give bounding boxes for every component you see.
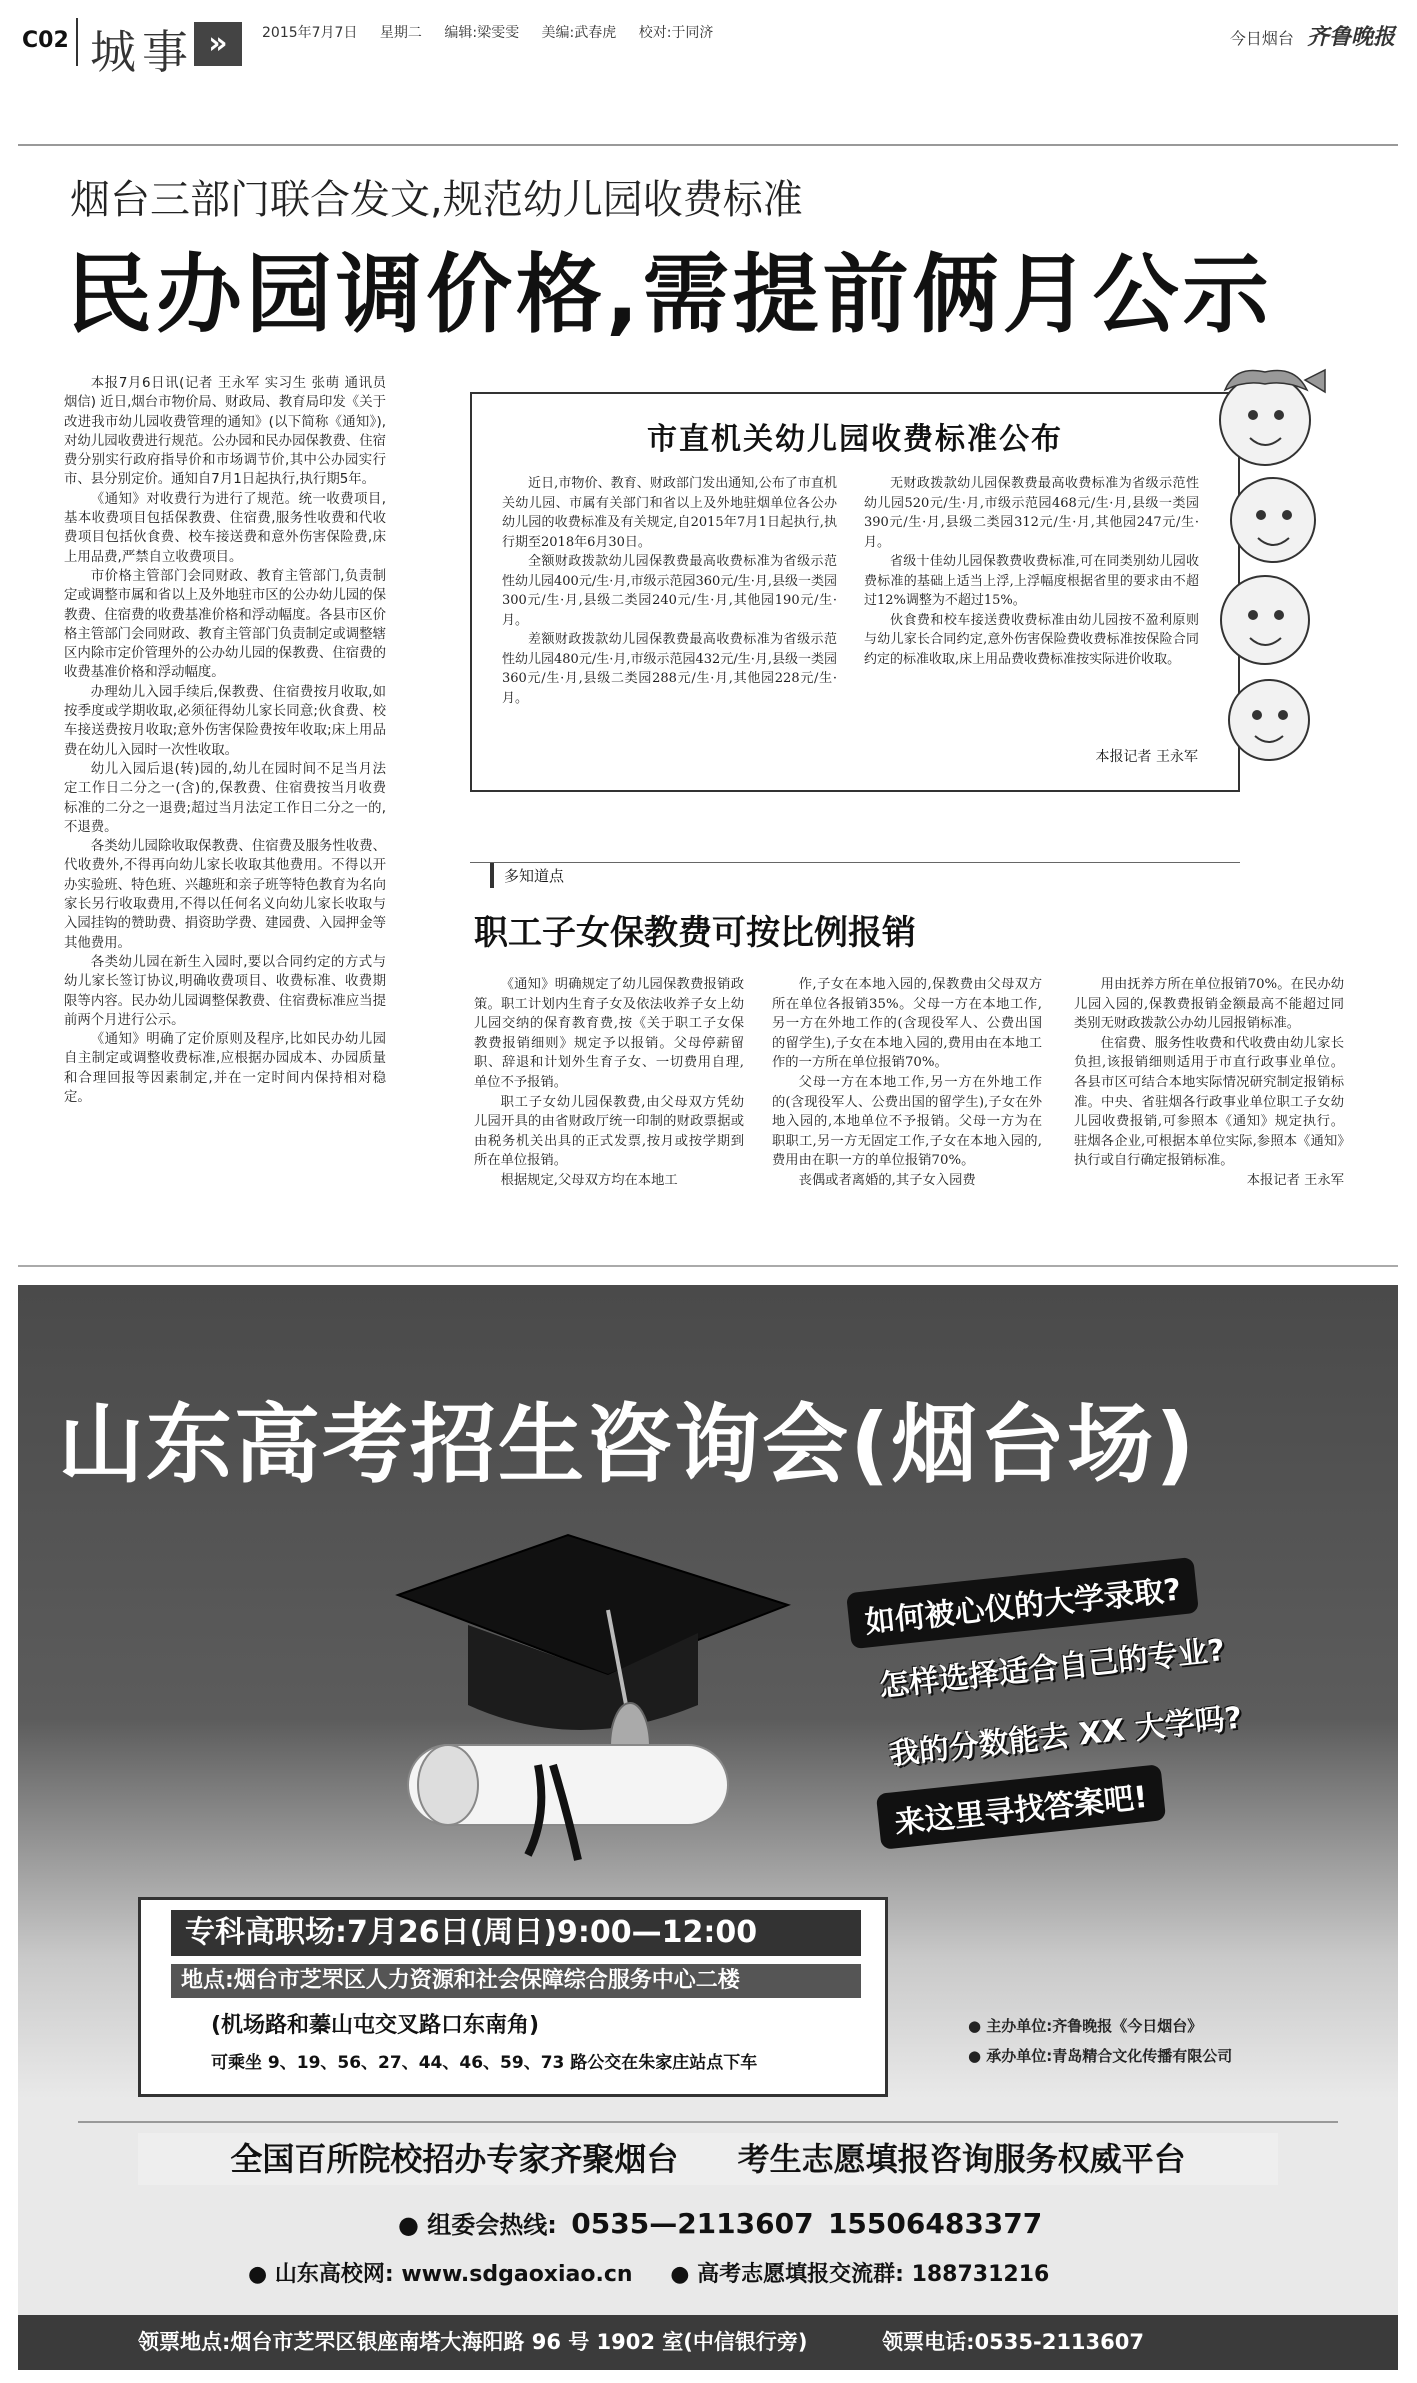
section-arrow-icon: » (194, 22, 242, 66)
sidebar-paragraph: 《通知》明确规定了幼儿园保教费报销政策。职工计划内生育子女及依法收养子女上幼儿园交纳的保育教育费,按《关于职工子女保教费报销细则》规定予以报销。父母停薪留职、辞退和计划外生育子女、一切费用自理,单位不予报销。 (474, 977, 744, 1090)
box-byline: 本报记者 王永军 (1095, 749, 1198, 765)
ad-rule (78, 2121, 1338, 2123)
box-column-2 (864, 474, 1199, 669)
website-url: www.sdgaoxiao.cn (401, 2262, 633, 2287)
header-rule (18, 144, 1398, 146)
hotline-number-2: 15506483377 (827, 2207, 1043, 2240)
event-address: (机场路和蓁山屯交叉路口东南角) (211, 2013, 540, 2038)
ad-question: 怎样选择适合自己的专业? (877, 1632, 1227, 1705)
article-paragraph: 《通知》明确了定价原则及程序,比如民办幼儿园自主制定或调整收费标准,应根据办园成本、办园质量和合理回报等因素制定,并在一定时间内保持相对稳定。 (64, 1032, 386, 1105)
ticket-info-bar (18, 2315, 1398, 2370)
ad-title: 山东高考招生咨询会(烟台场) (58, 1395, 1197, 1495)
article-headline: 民办园调价格,需提前俩月公示 (66, 245, 1273, 345)
sidebar-column-1 (474, 975, 744, 1191)
box-paragraph: 全额财政拨款幼儿园保教费最高收费标准为省级示范性幼儿园400元/生·月,市级示范园360元/生·月,县级一类园300元/生·月,县级二类园240元/生·月,其他园190元/生·月。 (502, 554, 837, 628)
ad-question: 我的分数能去 XX 大学吗? (887, 1700, 1244, 1773)
sidebar-column-3 (1074, 975, 1344, 1191)
contact-links (248, 2257, 1079, 2288)
article-body-left (64, 374, 386, 1107)
sidebar-paragraph: 用由抚养方所在单位报销70%。在民办幼儿园入园的,保教费报销金额最高不能超过同类别无财政拨款公办幼儿园报销标准。 (1074, 977, 1344, 1032)
article-subhead: 烟台三部门联合发文,规范幼儿园收费标准 (70, 177, 803, 223)
event-info-panel (138, 1897, 888, 2097)
article-paragraph: 幼儿入园后退(转)园的,幼儿在园时间不足当月法定工作日二分之一(含)的,保教费、住宿费按当月收费标准的二分之一退费;超过当月法定工作日二分之一的,不退费。 (64, 761, 386, 835)
article-paragraph: 各类幼儿园在新生入园时,要以合同约定的方式与幼儿家长签订协议,明确收费项目、收费标准、收费期限等内容。民办幼儿园调整保教费、住宿费标准应当提前两个月进行公示。 (64, 954, 386, 1028)
article-paragraph: 《通知》对收费行为进行了规范。统一收费项目,基本收费项目包括保教费、住宿费,服务性收费和代收费项目包括伙食费、校车接送费和意外伤害保险费,床上用品费,严禁自立收费项目。 (64, 491, 386, 565)
sidebar-paragraph: 父母一方在本地工作,另一方在外地工作的(含现役军人、公费出国的留学生),子女在外地入园的,本地单位不予报销。父母一方为在职职工,另一方无固定工作,子女在本地入园的,费用由在职一方的单位报销70%。 (772, 1074, 1042, 1169)
ad-question: 来这里寻找答案吧! (876, 1764, 1166, 1850)
page-number: C02 (22, 28, 69, 53)
sidebar-column-2 (772, 975, 1042, 1191)
editor-credit: 编辑:梁雯雯 (444, 25, 520, 41)
website-label: ● 山东高校网: (248, 2262, 394, 2287)
box-title: 市直机关幼儿园收费标准公布 (647, 422, 1063, 457)
page-header (0, 0, 1417, 79)
slogan-right: 考生志愿填报咨询服务权威平台 (737, 2140, 1186, 2178)
edition-name: 今日烟台 (1229, 29, 1294, 48)
sidebar-paragraph: 住宿费、服务性收费和代收费由幼儿家长负担,该报销细则适用于市直行政事业单位。各县市区可结合本地实际情况研究制定报销标准。中央、省驻烟各行政事业单位职工子女幼儿园收费报销,可参照本《通知》规定执行。驻烟各企业,可根据本单位实际,参照本《通知》执行或自行确定报销标准。 (1074, 1035, 1344, 1169)
article-paragraph: 各类幼儿园除收取保教费、住宿费及服务性收费、代收费外,不得再向幼儿家长收取其他费用。不得以开办实验班、特色班、兴趣班和亲子班等特色教育为名向家长另行收取费用,不得以任何名义向幼儿家长收取与入园挂钩的赞助费、捐资助学费、建园费、入园押金等其他费用。 (64, 839, 386, 951)
ticket-phone: 领票电话:0535-2113607 (882, 2330, 1144, 2354)
box-column-1 (502, 474, 837, 708)
event-bus-info: 可乘坐 9、19、56、27、44、46、59、73 路公交在朱家庄站点下车 (211, 2053, 758, 2073)
issue-weekday: 星期二 (379, 25, 422, 41)
gaokao-fair-ad (18, 1285, 1398, 2370)
group-label: ● 高考志愿填报交流群: (670, 2262, 904, 2287)
header-divider (76, 18, 78, 66)
sidebar-title: 职工子女保教费可按比例报销 (474, 913, 916, 953)
group-number: 188731216 (911, 2262, 1050, 2287)
sidebar-byline: 本报记者 王永军 (1246, 1172, 1344, 1188)
graduation-cap-icon (378, 1515, 798, 1895)
article-paragraph: 本报7月6日讯(记者 王永军 实习生 张萌 通讯员 烟信) 近日,烟台市物价局、财政局、教育局印发《关于改进我市幼儿园收费管理的通知》(以下简称《通知》),对幼儿园收费进行规范。公办园和民办园保教费、住宿费分别实行政府指导价和市场调节价,其中公办园实行市、县分别定价。通知自7月1日起执行,执行期5年。 (64, 376, 386, 488)
header-meta (262, 22, 731, 42)
newspaper-logo: 齐鲁晚报 (1306, 24, 1395, 50)
box-paragraph: 近日,市物价、教育、财政部门发出通知,公布了市直机关幼儿园、市属有关部门和省以上及外地驻烟单位各公办幼儿园的收费标准及有关规定,自2015年7月1日起执行,执行期至2018年6月30日。 (502, 476, 837, 550)
fee-standard-box (470, 392, 1240, 792)
sidebar-paragraph: 根据规定,父母双方均在本地工 (500, 1172, 678, 1188)
box-paragraph: 伙食费和校车接送费收费标准由幼儿园按不盈利原则与幼儿家长合同约定,意外伤害保险费收费标准按保险合同约定的标准收取,床上用品费收费标准按实际进价收取。 (864, 612, 1199, 667)
ad-separator (18, 1265, 1398, 1267)
art-credit: 美编:武春虎 (541, 25, 617, 41)
article-paragraph: 市价格主管部门会同财政、教育主管部门,负责制定或调整市属和省以上及外地驻市区的公办幼儿园的保教费、住宿费的收费基准价格和浮动幅度。各县市区价格主管部门会同财政、教育主管部门负责制定或调整辖区内除市定价管理外的公办幼儿园的保教费、住宿费的收费基准价格和浮动幅度。 (64, 568, 386, 681)
children-illustration (1195, 360, 1340, 780)
event-location: 地点:烟台市芝罘区人力资源和社会保障综合服务中心二楼 (171, 1964, 861, 1998)
article-paragraph: 办理幼儿入园手续后,保教费、住宿费按月收取,如按季度或学期收取,必须征得幼儿家长同意;伙食费、校车接送费按月收取;意外伤害保险费按年收取;床上用品费在幼儿入园时一次性收取。 (64, 684, 386, 758)
sidebar-tag: 多知道点 (490, 863, 574, 888)
sidebar-paragraph: 丧偶或者离婚的,其子女入园费 (798, 1172, 976, 1188)
sidebar-paragraph: 作,子女在本地入园的,保教费由父母双方所在单位各报销35%。父母一方在本地工作,另一方在外地工作的(含现役军人、公费出国的留学生),子女在本地入园的,费用由在本地工作的一方所在单位报销70%。 (772, 977, 1042, 1071)
organizer-company: ● 承办单位:青岛精合文化传播有限公司 (968, 2047, 1233, 2065)
box-paragraph: 差额财政拨款幼儿园保教费最高收费标准为省级示范性幼儿园480元/生·月,市级示范园432元/生·月,县级一类园360元/生·月,县级二类园288元/生·月,其他园228元/生·月。 (502, 632, 837, 706)
box-paragraph: 无财政拨款幼儿园保教费最高收费标准为省级示范性幼儿园520元/生·月,市级示范园468元/生·月,县级一类园390元/生·月,县级二类园312元/生·月,其他园247元/生·月。 (864, 476, 1199, 550)
event-session: 专科高职场:7月26日(周日)9:00—12:00 (171, 1910, 861, 1956)
box-paragraph: 省级十佳幼儿园保教费收费标准,可在同类别幼儿园收费标准的基础上适当上浮,上浮幅度根据省里的要求由不超过12%调整为不超过15%。 (864, 554, 1199, 608)
slogan-left: 全国百所院校招办专家齐聚烟台 (230, 2140, 679, 2178)
section-name: 城事 (90, 25, 194, 79)
sidebar-rule (470, 862, 1240, 863)
sidebar-paragraph: 职工子女幼儿园保教费,由父母双方凭幼儿园开具的由省财政厅统一印制的财政票据或由税务机关出具的正式发票,按月或按学期到所在单位报销。 (474, 1094, 744, 1169)
hotline-number-1: 0535—2113607 (571, 2207, 814, 2240)
masthead (1230, 20, 1395, 51)
ad-slogan (138, 2133, 1278, 2185)
issue-date: 2015年7月7日 (262, 25, 358, 41)
ticket-place: 领票地点:烟台市芝罘区银座南塔大海阳路 96 号 1902 室(中信银行旁) (138, 2330, 808, 2354)
hotline (398, 2205, 1042, 2240)
host-organization: ● 主办单位:齐鲁晚报《今日烟台》 (968, 2017, 1203, 2035)
ad-question: 如何被心仪的大学录取? (846, 1557, 1199, 1649)
hotline-label: ● 组委会热线: (398, 2211, 557, 2239)
proof-credit: 校对:于同济 (638, 25, 714, 41)
